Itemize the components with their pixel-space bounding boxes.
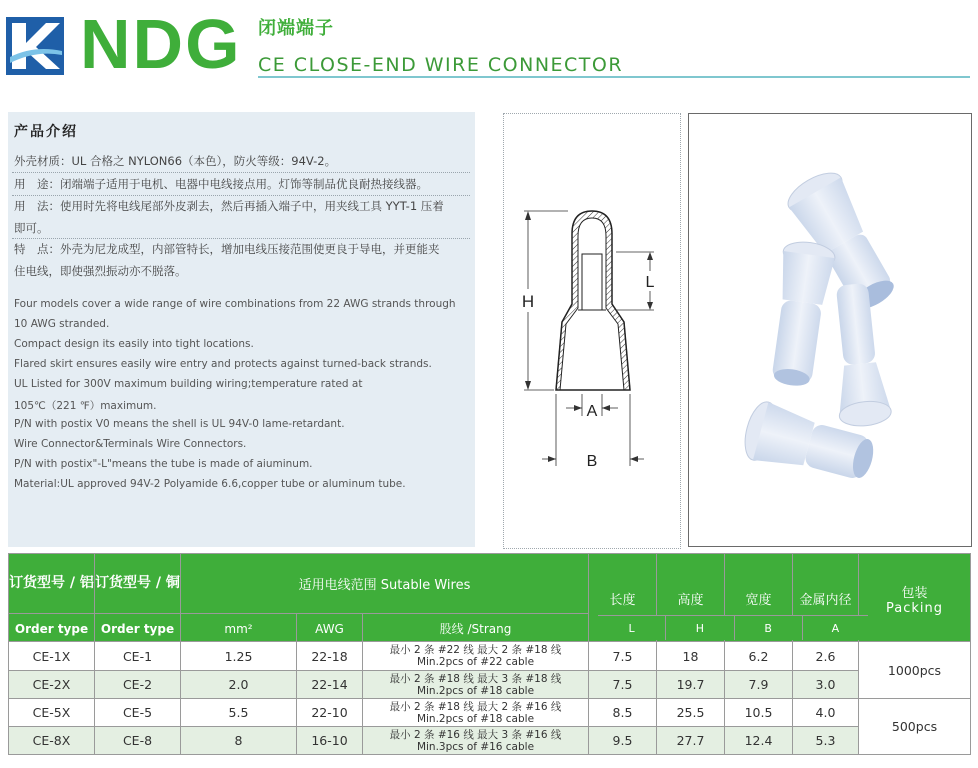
product-title-cn: 闭端端子 xyxy=(258,18,334,39)
cell-length: 8.5 xyxy=(589,699,657,727)
divider xyxy=(12,195,470,196)
cell-order-cu: CE-2 xyxy=(95,671,181,699)
cell-inner-dia: 3.0 xyxy=(793,671,859,699)
cell-awg: 22-10 xyxy=(297,699,363,727)
intro-en-line: Compact design its easily into tight locations. xyxy=(14,338,254,350)
connector-photo-2 xyxy=(765,239,837,389)
cell-order-cu: CE-1 xyxy=(95,642,181,671)
cell-inner-dia: 2.6 xyxy=(793,642,859,671)
header-width: 宽度 xyxy=(725,554,793,644)
header-packing xyxy=(859,554,971,644)
header-order-cu: 订货型号 / 铜 xyxy=(95,554,181,614)
strand-en: Min.2pcs of #18 cable xyxy=(416,684,535,697)
cell-order-al: CE-5X xyxy=(9,699,95,727)
intro-cn-line: 用 途：闭端端子适用于电机、电器中电线接点用。灯饰等制品优良耐热接线器。 xyxy=(14,177,428,191)
sub-mm2: mm² xyxy=(181,614,297,644)
cell-height: 19.7 xyxy=(657,671,725,699)
table-row xyxy=(9,699,971,727)
cell-order-al: CE-1X xyxy=(9,642,95,671)
sub-letter-h: H xyxy=(666,615,734,640)
cell-inner-dia: 5.3 xyxy=(793,727,859,755)
cell-height: 27.7 xyxy=(657,727,725,755)
cell-strand xyxy=(363,642,589,671)
cell-order-al: CE-2X xyxy=(9,671,95,699)
intro-cn-line: 用 法：使用时先将电线尾部外皮剥去，然后再插入端子中，用夹线工具 YYT-1 压着 xyxy=(14,199,444,213)
intro-en-line: Flared skirt ensures easily wire entry and protects against turned-back strands. xyxy=(14,358,432,370)
product-intro-panel xyxy=(8,112,475,547)
header-divider xyxy=(258,76,970,78)
strand-cn: 最小 2 条 #22 线 最大 2 条 #18 线 xyxy=(389,644,562,656)
cell-strand xyxy=(363,727,589,755)
header-length: 长度 xyxy=(589,554,657,644)
sub-awg: AWG xyxy=(297,614,363,644)
cell-awg: 22-14 xyxy=(297,671,363,699)
intro-heading: 产品介绍 xyxy=(14,124,78,140)
intro-cn-line: 即可。 xyxy=(14,221,49,235)
cell-awg: 16-10 xyxy=(297,727,363,755)
dim-label-a: A xyxy=(586,403,598,420)
sub-order-type-1: Order type xyxy=(9,614,95,644)
cell-inner-dia: 4.0 xyxy=(793,699,859,727)
strand-cn: 最小 2 条 #16 线 最大 3 条 #16 线 xyxy=(389,728,562,741)
cell-packing: 1000pcs xyxy=(859,642,971,699)
cell-order-cu: CE-8 xyxy=(95,727,181,755)
dim-label-l: L xyxy=(645,274,655,291)
cell-order-cu: CE-5 xyxy=(95,699,181,727)
strand-en: Min.3pcs of #16 cable xyxy=(416,740,535,753)
cell-order-al: CE-8X xyxy=(9,727,95,755)
table-row xyxy=(9,671,971,699)
cell-awg: 22-18 xyxy=(297,642,363,671)
cell-height: 18 xyxy=(657,642,725,671)
strand-en: Min.2pcs of #18 cable xyxy=(416,712,535,725)
cell-width: 12.4 xyxy=(725,727,793,755)
intro-en-line: Material:UL approved 94V-2 Polyamide 6.6,copper tube or aluminum tube. xyxy=(14,478,406,490)
divider xyxy=(12,238,470,239)
cell-length: 7.5 xyxy=(589,671,657,699)
cell-mm2: 8 xyxy=(181,727,297,755)
intro-en-line: UL Listed for 300V maximum building wiring;temperature rated at xyxy=(14,378,363,390)
strand-en: Min.2pcs of #22 cable xyxy=(416,656,535,668)
cell-mm2: 2.0 xyxy=(181,671,297,699)
sub-letter-a: A xyxy=(803,615,868,640)
cell-length: 7.5 xyxy=(589,642,657,671)
dim-label-h: H xyxy=(521,292,535,311)
brand-logo-icon xyxy=(6,17,64,75)
intro-en-line: P/N with postix V0 means the shell is UL 94V-0 lame-retardant. xyxy=(14,418,345,430)
cell-width: 7.9 xyxy=(725,671,793,699)
header-packing-en: Packing xyxy=(886,600,944,616)
intro-en-line: Four models cover a wide range of wire combinations from 22 AWG strands through xyxy=(14,298,456,310)
divider xyxy=(12,172,470,173)
cell-mm2: 1.25 xyxy=(181,642,297,671)
header-order-al: 订货型号 / 铝 xyxy=(9,554,95,614)
dimension-letter-row xyxy=(598,615,868,640)
sub-order-type-2: Order type xyxy=(95,614,181,644)
header-wire-range: 适用电线范围 Sutable Wires xyxy=(181,554,589,614)
table-row xyxy=(9,727,971,755)
product-photo xyxy=(688,113,972,547)
intro-cn-line: 住电线，即使强烈振动亦不脱落。 xyxy=(14,264,187,278)
strand-cn: 最小 2 条 #18 线 最大 3 条 #18 线 xyxy=(389,672,562,685)
dimension-diagram xyxy=(503,113,681,549)
product-title-en: CE CLOSE-END WIRE CONNECTOR xyxy=(258,54,624,76)
intro-en-line: Wire Connector&Terminals Wire Connectors. xyxy=(14,438,247,450)
brand-name: NDG xyxy=(80,5,242,83)
intro-cn-line: 外壳材质：UL 合格之 NYLON66（本色），防火等级：94V-2。 xyxy=(14,154,337,168)
table-header-row xyxy=(9,554,971,614)
sub-letter-l: L xyxy=(598,615,666,640)
strand-cn: 最小 2 条 #18 线 最大 2 条 #16 线 xyxy=(389,700,562,713)
cell-strand xyxy=(363,699,589,727)
cell-height: 25.5 xyxy=(657,699,725,727)
connectors-image xyxy=(689,114,971,546)
intro-en-line: 105℃（221 ℉）maximum. xyxy=(14,400,157,412)
intro-en-line: 10 AWG stranded. xyxy=(14,318,110,330)
sub-strand: 股线 /Strang xyxy=(363,614,589,644)
spec-table-body xyxy=(8,641,971,755)
intro-cn-line: 特 点：外壳为尼龙成型，内部管特长，增加电线压接范围使更良于导电，并更能夹 xyxy=(14,242,440,256)
intro-en-line: P/N with postix"-L"means the tube is made of aiuminum. xyxy=(14,458,313,470)
sub-letter-b: B xyxy=(735,615,803,640)
header-inner-dia: 金属内径 xyxy=(793,554,859,644)
cell-mm2: 5.5 xyxy=(181,699,297,727)
cell-width: 6.2 xyxy=(725,642,793,671)
connector-drawing xyxy=(504,114,680,548)
header-packing-cn: 包装 xyxy=(901,585,928,601)
cell-packing: 500pcs xyxy=(859,699,971,755)
cell-width: 10.5 xyxy=(725,699,793,727)
cell-length: 9.5 xyxy=(589,727,657,755)
dim-label-b: B xyxy=(586,453,598,470)
header-height: 高度 xyxy=(657,554,725,644)
cell-strand xyxy=(363,671,589,699)
connector-photo-3 xyxy=(826,282,893,429)
table-row xyxy=(9,642,971,671)
